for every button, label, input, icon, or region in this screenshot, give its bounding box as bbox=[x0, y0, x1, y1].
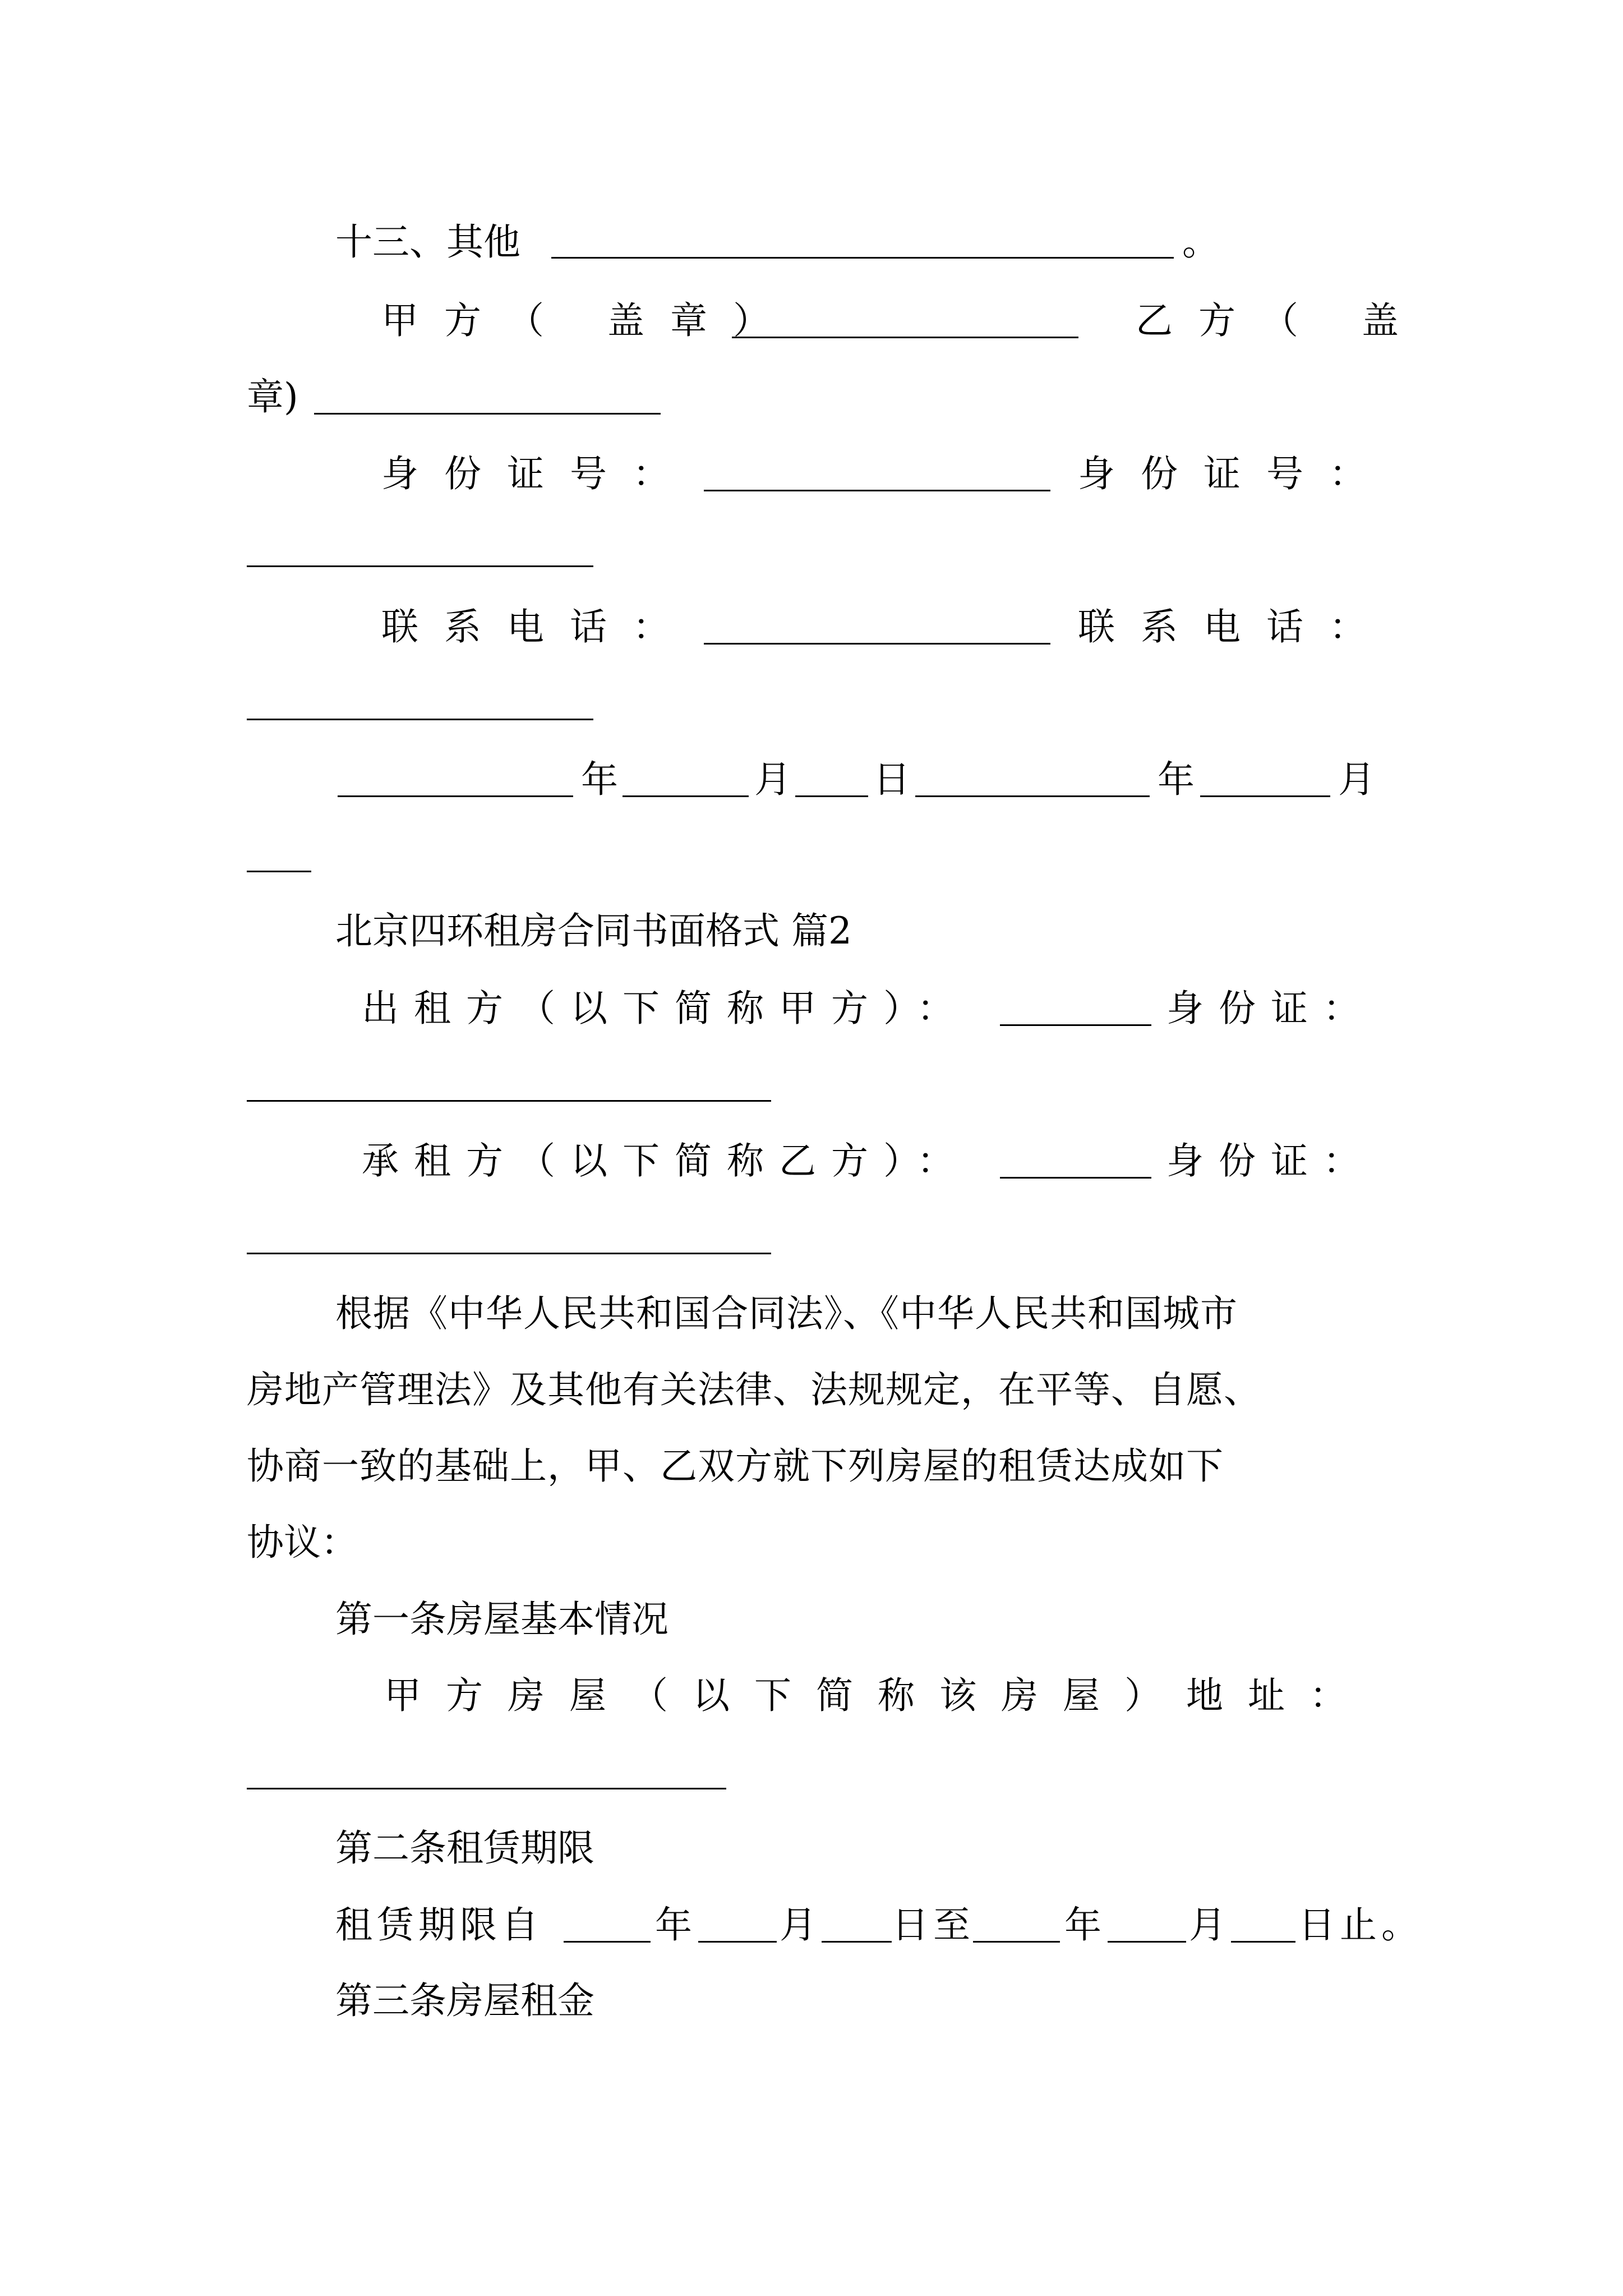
section-title: 北京四环租房合同书面格式 篇2 bbox=[335, 909, 852, 953]
blank-line bbox=[704, 490, 1050, 491]
lease-month-label: 月 bbox=[780, 1903, 817, 1947]
blank-line bbox=[822, 1941, 892, 1943]
id-number-line bbox=[0, 452, 1623, 496]
blank-line bbox=[247, 871, 311, 872]
year-label-2: 年 bbox=[1158, 758, 1195, 801]
party-b-seal-cont: 章) bbox=[247, 375, 298, 418]
lessee-line bbox=[0, 1139, 1623, 1184]
lessor-line-cont bbox=[0, 1062, 1623, 1107]
paragraph-text: 协议： bbox=[247, 1521, 358, 1564]
paragraph-line bbox=[0, 1520, 1623, 1565]
clause-13-line bbox=[0, 220, 1623, 265]
day-label: 日 bbox=[873, 758, 910, 801]
paragraph-line bbox=[0, 1291, 1623, 1336]
blank-line bbox=[973, 1941, 1060, 1943]
blank-line bbox=[247, 1253, 771, 1254]
blank-line bbox=[551, 257, 1174, 259]
lessor-line bbox=[0, 986, 1623, 1031]
paragraph-text: 房地产管理法》及其他有关法律、法规规定，在平等、自愿、 bbox=[247, 1368, 1261, 1411]
party-b-phone-label: 联系电话： bbox=[1078, 605, 1392, 648]
signature-line bbox=[0, 298, 1623, 343]
article-2-heading: 第二条租赁期限 bbox=[335, 1826, 594, 1870]
id-number-line-cont bbox=[0, 527, 1623, 572]
year-label: 年 bbox=[581, 758, 618, 801]
lessee-label: 承租方（以下简称乙方）： bbox=[362, 1139, 969, 1182]
article-3-heading-line bbox=[0, 1978, 1623, 2023]
lease-term-prefix: 租赁期限自 bbox=[335, 1903, 543, 1947]
blank-line bbox=[247, 565, 593, 567]
party-a-phone-label: 联系电话： bbox=[381, 605, 695, 648]
blank-line bbox=[1108, 1941, 1186, 1943]
article-1-address-label: 甲方房屋（以下简称该房屋）地址： bbox=[384, 1674, 1371, 1717]
lessee-line-cont bbox=[0, 1214, 1623, 1259]
lessor-id-label: 身份证： bbox=[1166, 987, 1375, 1030]
signature-line-cont bbox=[0, 375, 1623, 420]
blank-line bbox=[732, 337, 1078, 338]
blank-line bbox=[623, 795, 749, 797]
blank-line bbox=[704, 643, 1050, 645]
paragraph-text: 根据《中华人民共和国合同法》、《中华人民共和国城市 bbox=[335, 1292, 1238, 1335]
lessor-label: 出租方（以下简称甲方）： bbox=[362, 987, 969, 1030]
clause-13-label: 十三、其他 bbox=[335, 220, 520, 264]
article-1-heading: 第一条房屋基本情况 bbox=[335, 1598, 668, 1641]
phone-line bbox=[0, 605, 1623, 650]
party-b-seal-label: 乙方（ 盖 bbox=[1136, 299, 1424, 342]
blank-line bbox=[247, 1788, 726, 1789]
month-label: 月 bbox=[754, 758, 791, 801]
section-title-line bbox=[0, 909, 1623, 954]
blank-line bbox=[1200, 795, 1330, 797]
article-1-address-cont bbox=[0, 1750, 1623, 1795]
article-3-heading: 第三条房屋租金 bbox=[335, 1979, 594, 2022]
blank-line bbox=[1000, 1024, 1151, 1026]
lease-year-label: 年 bbox=[655, 1903, 692, 1947]
blank-line bbox=[1231, 1941, 1295, 1943]
date-line-cont bbox=[0, 832, 1623, 877]
blank-line bbox=[1000, 1177, 1151, 1179]
article-2-heading-line bbox=[0, 1826, 1623, 1871]
paragraph-line bbox=[0, 1368, 1623, 1412]
blank-line bbox=[915, 795, 1150, 797]
article-1-heading-line bbox=[0, 1597, 1623, 1642]
lease-day-end-label: 日止。 bbox=[1298, 1903, 1423, 1947]
lease-year-label-2: 年 bbox=[1064, 1903, 1101, 1947]
lease-term-line bbox=[0, 1903, 1623, 1948]
party-b-id-label: 身份证号： bbox=[1078, 452, 1392, 495]
lease-month-label-2: 月 bbox=[1189, 1903, 1226, 1947]
date-line bbox=[0, 757, 1623, 802]
blank-line bbox=[247, 1100, 771, 1102]
month-label-2: 月 bbox=[1338, 758, 1375, 801]
party-a-id-label: 身份证号： bbox=[381, 452, 695, 495]
paragraph-line bbox=[0, 1444, 1623, 1489]
party-a-seal-label: 甲方（ 盖章） bbox=[381, 299, 796, 342]
article-1-address-line bbox=[0, 1673, 1623, 1718]
paragraph-text: 协商一致的基础上，甲、乙双方就下列房屋的租赁达成如下 bbox=[247, 1444, 1224, 1488]
lease-day-to-label: 日至 bbox=[892, 1903, 975, 1947]
blank-line bbox=[698, 1941, 777, 1943]
lessee-id-label: 身份证： bbox=[1166, 1139, 1375, 1182]
blank-line bbox=[314, 413, 661, 415]
phone-line-cont bbox=[0, 680, 1623, 725]
clause-13-end: 。 bbox=[1182, 220, 1219, 264]
blank-line bbox=[795, 795, 868, 797]
blank-line bbox=[338, 795, 573, 797]
blank-line bbox=[564, 1941, 651, 1943]
blank-line bbox=[247, 719, 593, 720]
